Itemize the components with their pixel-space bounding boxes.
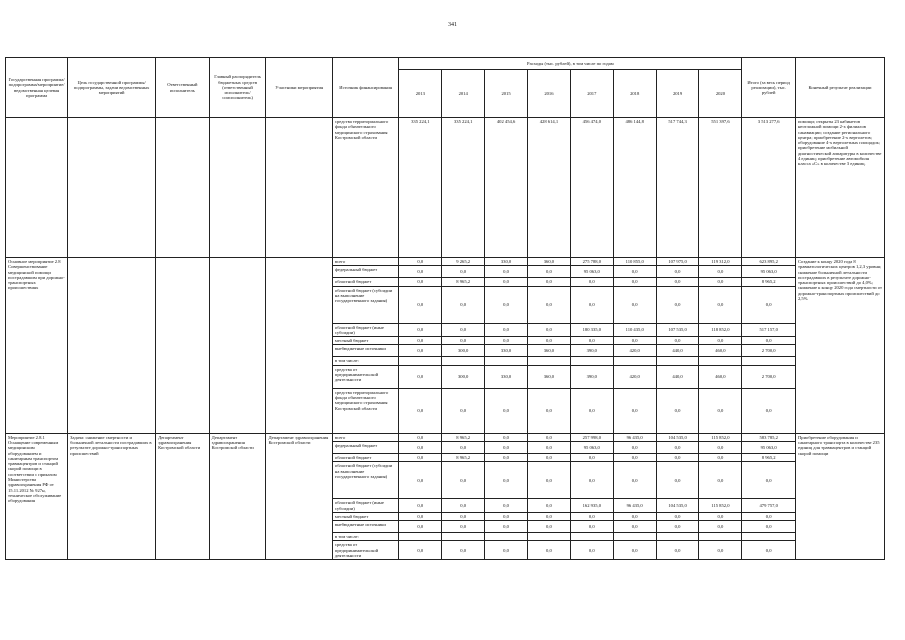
value-cell: 330,0: [485, 365, 528, 388]
value-cell: 0,0: [399, 462, 442, 499]
header-costs: Расходы (тыс. рублей), в том числе по годам: [399, 58, 742, 70]
value-cell: 0,0: [527, 499, 570, 513]
value-cell: 0,0: [527, 266, 570, 278]
value-cell: 0,0: [527, 433, 570, 441]
year-header: 2019: [656, 70, 699, 118]
total-cell: 0,0: [742, 521, 796, 533]
source-cell: всего: [332, 433, 398, 441]
source-cell: областной бюджет: [332, 278, 398, 286]
value-cell: 0,0: [699, 337, 742, 345]
value-cell: 360,0: [527, 345, 570, 357]
value-cell: 428 614,1: [527, 118, 570, 258]
value-cell: 0,0: [399, 541, 442, 560]
total-cell: 0,0: [742, 541, 796, 560]
value-cell: 0,0: [656, 278, 699, 286]
value-cell: 0,0: [656, 337, 699, 345]
value-cell: [527, 357, 570, 365]
value-cell: 551 397,6: [699, 118, 742, 258]
header-goal: Цель государственной программы/подпрограммы, задачи ведомственных мероприятий: [68, 58, 156, 118]
value-cell: [613, 357, 656, 365]
value-cell: 0,0: [399, 365, 442, 388]
value-cell: 0,0: [656, 388, 699, 433]
value-cell: 110 855,0: [613, 258, 656, 266]
value-cell: 420,0: [613, 365, 656, 388]
total-cell: 517 157,0: [742, 323, 796, 337]
value-cell: [656, 533, 699, 541]
total-cell: [742, 357, 796, 365]
value-cell: 0,0: [399, 278, 442, 286]
total-cell: 0,0: [742, 462, 796, 499]
value-cell: 0,0: [699, 521, 742, 533]
value-cell: 0,0: [485, 278, 528, 286]
value-cell: 107 535,0: [656, 323, 699, 337]
value-cell: 0,0: [613, 278, 656, 286]
value-cell: 0,0: [485, 499, 528, 513]
executor-cell: [156, 258, 210, 434]
year-header: 2016: [527, 70, 570, 118]
value-cell: 0,0: [399, 388, 442, 433]
total-cell: 583 785,2: [742, 433, 796, 441]
result-cell: помощи; открыты 23 кабинетов неотложной помощи 2-х филиалов санавиации; создание регионального центра; приобретение 2-х вертолетов; оборудование 4-х вертолетных площадок; приобретение мобильной диагностической аппаратуры в количестве 4 единиц; приобретение автомобиля класса «С» в количестве 3 единиц.: [795, 118, 884, 258]
source-cell: федеральный бюджет: [332, 441, 398, 453]
value-cell: 0,0: [527, 323, 570, 337]
value-cell: 115 852,0: [699, 433, 742, 441]
header-main-manager: Главный распорядитель бюджетных средств (ответственный исполнитель/соисполнитель): [209, 58, 266, 118]
source-cell: средства от предпринимательской деятельности: [332, 365, 398, 388]
value-cell: 8 965,2: [442, 453, 485, 461]
value-cell: 0,0: [485, 512, 528, 520]
source-cell: в том числе:: [332, 533, 398, 541]
value-cell: 9 265,2: [442, 258, 485, 266]
value-cell: 110 435,0: [613, 323, 656, 337]
value-cell: [399, 533, 442, 541]
value-cell: 0,0: [699, 453, 742, 461]
value-cell: 0,0: [570, 453, 613, 461]
value-cell: 456 474,0: [570, 118, 613, 258]
total-cell: 95 063,0: [742, 441, 796, 453]
total-cell: [742, 533, 796, 541]
value-cell: 0,0: [485, 286, 528, 323]
value-cell: 104 535,0: [656, 499, 699, 513]
value-cell: 0,0: [527, 462, 570, 499]
header-source: Источник финансирования: [332, 58, 398, 118]
value-cell: [699, 533, 742, 541]
value-cell: 0,0: [399, 266, 442, 278]
value-cell: 0,0: [613, 462, 656, 499]
value-cell: 0,0: [527, 278, 570, 286]
value-cell: [527, 533, 570, 541]
value-cell: 0,0: [699, 462, 742, 499]
value-cell: 0,0: [442, 441, 485, 453]
value-cell: 0,0: [570, 512, 613, 520]
value-cell: 8 965,2: [442, 433, 485, 441]
value-cell: [570, 533, 613, 541]
source-cell: внебюджетные источники: [332, 345, 398, 357]
value-cell: 0,0: [527, 453, 570, 461]
value-cell: 0,0: [699, 512, 742, 520]
value-cell: [699, 357, 742, 365]
value-cell: 0,0: [485, 433, 528, 441]
result-cell: Создание к концу 2020 года 8 травматологических центров 1,2,3 уровня; снижение больничной летальности пострадавших в результате дорожно-транспортных происшествий до 4,0%; снижение к концу 2020 года смертности от дорожно-транспортных происшествий до 2,5%: [795, 258, 884, 434]
value-cell: [485, 533, 528, 541]
table-row: [6, 433, 885, 441]
value-cell: 118 852,0: [699, 323, 742, 337]
value-cell: 0,0: [656, 266, 699, 278]
total-cell: 95 063,0: [742, 266, 796, 278]
value-cell: [656, 357, 699, 365]
source-cell: областной бюджет: [332, 453, 398, 461]
value-cell: 0,0: [442, 541, 485, 560]
source-cell: областной бюджет (иные субсидии): [332, 499, 398, 513]
total-cell: 0,0: [742, 286, 796, 323]
value-cell: 0,0: [485, 323, 528, 337]
value-cell: 0,0: [399, 323, 442, 337]
executor-cell: Департамент здравоохранения Костромской области: [156, 433, 210, 560]
value-cell: 0,0: [570, 541, 613, 560]
participant-cell: Департамент здравоохранения Костромской области: [266, 433, 332, 560]
value-cell: [570, 357, 613, 365]
value-cell: 0,0: [613, 521, 656, 533]
value-cell: 0,0: [527, 541, 570, 560]
value-cell: 0,0: [570, 462, 613, 499]
value-cell: 0,0: [656, 512, 699, 520]
year-header: 2017: [570, 70, 613, 118]
value-cell: 0,0: [570, 278, 613, 286]
value-cell: 0,0: [485, 521, 528, 533]
source-cell: областной бюджет (иные субсидии): [332, 323, 398, 337]
value-cell: 0,0: [699, 441, 742, 453]
value-cell: 0,0: [699, 278, 742, 286]
total-cell: 2 700,0: [742, 345, 796, 357]
value-cell: 0,0: [613, 541, 656, 560]
goal-cell: [68, 258, 156, 434]
value-cell: 0,0: [613, 512, 656, 520]
value-cell: 0,0: [399, 433, 442, 441]
source-cell: федеральный бюджет: [332, 266, 398, 278]
value-cell: 335 224,1: [442, 118, 485, 258]
value-cell: 0,0: [527, 441, 570, 453]
value-cell: 0,0: [656, 286, 699, 323]
value-cell: 0,0: [485, 453, 528, 461]
value-cell: 517 744,3: [656, 118, 699, 258]
value-cell: 300,0: [442, 365, 485, 388]
value-cell: 0,0: [699, 541, 742, 560]
source-cell: средства территориального фонда обязательного медицинского страхования Костромской области: [332, 118, 398, 258]
total-cell: 479 757,0: [742, 499, 796, 513]
value-cell: 0,0: [570, 521, 613, 533]
year-header: 2015: [485, 70, 528, 118]
value-cell: 95 063,0: [570, 441, 613, 453]
value-cell: 0,0: [485, 441, 528, 453]
value-cell: 0,0: [527, 521, 570, 533]
value-cell: 0,0: [399, 499, 442, 513]
source-cell: всего: [332, 258, 398, 266]
value-cell: 0,0: [613, 286, 656, 323]
year-header: 2020: [699, 70, 742, 118]
source-cell: средства от предпринимательской деятельности: [332, 541, 398, 560]
budget-table: [5, 57, 885, 560]
value-cell: 420,0: [613, 345, 656, 357]
value-cell: 0,0: [699, 266, 742, 278]
goal-cell: Задача: снижение смертности и больничной летальности пострадавших в результате дорожно-транспортных происшествий: [68, 433, 156, 560]
total-cell: 623 895,2: [742, 258, 796, 266]
value-cell: 0,0: [399, 286, 442, 323]
value-cell: 0,0: [570, 388, 613, 433]
value-cell: [442, 533, 485, 541]
manager-cell: Департамент здравоохранения Костромской области: [209, 433, 266, 560]
value-cell: 0,0: [656, 521, 699, 533]
source-cell: внебюджетные источники: [332, 521, 398, 533]
value-cell: 330,0: [485, 345, 528, 357]
header-participant: Участники мероприятия: [266, 58, 332, 118]
value-cell: 96 435,0: [613, 499, 656, 513]
year-header: 2018: [613, 70, 656, 118]
value-cell: 390,0: [570, 365, 613, 388]
value-cell: 0,0: [570, 337, 613, 345]
value-cell: [442, 357, 485, 365]
source-cell: местный бюджет: [332, 512, 398, 520]
total-cell: 0,0: [742, 388, 796, 433]
value-cell: 0,0: [656, 541, 699, 560]
header-total: Итого (за весь период реализации), тыс. рублей: [742, 58, 796, 118]
value-cell: 0,0: [399, 512, 442, 520]
program-cell: Мероприятие 2.8.1 Оснащение современным медицинским оборудованием и санитарным транспортом травмацентров и станций скорой помощи в соответствии с приказом Министерства здравоохранения РФ от 15.11.2012 № 927н, техническое обслуживание оборудования: [6, 433, 68, 560]
source-cell: средства территориального фонда обязательного медицинского страхования Костромской области: [332, 388, 398, 433]
value-cell: 0,0: [442, 388, 485, 433]
result-cell: Приобретение оборудования и санитарного транспорта в количестве 235 единиц для травмацентров и станций скорой помощи: [795, 433, 884, 560]
value-cell: 0,0: [399, 453, 442, 461]
table-row: [6, 118, 885, 258]
value-cell: 360,0: [527, 365, 570, 388]
value-cell: 0,0: [485, 337, 528, 345]
value-cell: 0,0: [699, 286, 742, 323]
value-cell: 0,0: [399, 337, 442, 345]
value-cell: 0,0: [442, 337, 485, 345]
value-cell: 0,0: [656, 453, 699, 461]
header-result: Конечный результат реализации: [795, 58, 884, 118]
value-cell: 0,0: [656, 441, 699, 453]
value-cell: 95 063,0: [570, 266, 613, 278]
value-cell: 107 975,0: [656, 258, 699, 266]
value-cell: 460,0: [699, 365, 742, 388]
year-header: 2013: [399, 70, 442, 118]
value-cell: 0,0: [485, 541, 528, 560]
value-cell: 0,0: [699, 388, 742, 433]
value-cell: 0,0: [527, 286, 570, 323]
table-row: [6, 258, 885, 266]
source-cell: областной бюджет (субсидии на выполнение государственного задания): [332, 462, 398, 499]
value-cell: [613, 533, 656, 541]
value-cell: 115 852,0: [699, 499, 742, 513]
value-cell: 0,0: [527, 388, 570, 433]
value-cell: [485, 357, 528, 365]
value-cell: 0,0: [442, 266, 485, 278]
value-cell: 0,0: [656, 462, 699, 499]
value-cell: 0,0: [613, 441, 656, 453]
value-cell: 96 435,0: [613, 433, 656, 441]
source-cell: областной бюджет (субсидии на выполнение государственного задания): [332, 286, 398, 323]
source-cell: местный бюджет: [332, 337, 398, 345]
value-cell: 0,0: [613, 266, 656, 278]
value-cell: 486 144,8: [613, 118, 656, 258]
value-cell: 460,0: [699, 345, 742, 357]
value-cell: 119 312,0: [699, 258, 742, 266]
value-cell: 0,0: [570, 286, 613, 323]
value-cell: 0,0: [485, 462, 528, 499]
value-cell: 0,0: [442, 521, 485, 533]
value-cell: 0,0: [485, 266, 528, 278]
value-cell: 0,0: [527, 512, 570, 520]
total-cell: 8 965,2: [742, 453, 796, 461]
value-cell: 0,0: [399, 441, 442, 453]
value-cell: 360,0: [527, 258, 570, 266]
value-cell: 257 998,0: [570, 433, 613, 441]
total-cell: 2 700,0: [742, 365, 796, 388]
value-cell: 0,0: [399, 521, 442, 533]
total-cell: 3 513 277,6: [742, 118, 796, 258]
value-cell: 402 454,6: [485, 118, 528, 258]
value-cell: 104 535,0: [656, 433, 699, 441]
value-cell: 275 788,0: [570, 258, 613, 266]
value-cell: 0,0: [442, 499, 485, 513]
value-cell: 0,0: [399, 345, 442, 357]
value-cell: 0,0: [613, 388, 656, 433]
header-program: Государственная программа/подпрограмма/мероприятие/ведомственная целевая программа: [6, 58, 68, 118]
value-cell: 0,0: [442, 462, 485, 499]
manager-cell: [209, 258, 266, 434]
year-header: 2014: [442, 70, 485, 118]
value-cell: 0,0: [527, 337, 570, 345]
value-cell: 0,0: [442, 512, 485, 520]
value-cell: [399, 357, 442, 365]
value-cell: 330,0: [485, 258, 528, 266]
value-cell: 180 335,0: [570, 323, 613, 337]
total-cell: 8 965,2: [742, 278, 796, 286]
value-cell: 0,0: [442, 286, 485, 323]
total-cell: 0,0: [742, 337, 796, 345]
value-cell: 300,0: [442, 345, 485, 357]
value-cell: 0,0: [613, 337, 656, 345]
value-cell: 440,0: [656, 345, 699, 357]
value-cell: 335 224,1: [399, 118, 442, 258]
value-cell: 440,0: [656, 365, 699, 388]
program-cell: Основное мероприятие 2.8 Совершенствование медицинской помощи пострадавшим при дорожно-транспортных происшествиях: [6, 258, 68, 434]
value-cell: 0,0: [442, 323, 485, 337]
total-cell: 0,0: [742, 512, 796, 520]
value-cell: 0,0: [613, 453, 656, 461]
value-cell: 8 965,2: [442, 278, 485, 286]
value-cell: 0,0: [399, 258, 442, 266]
page-number: 341: [448, 22, 457, 28]
source-cell: в том числе:: [332, 357, 398, 365]
value-cell: 0,0: [485, 388, 528, 433]
participant-cell: [266, 258, 332, 434]
value-cell: 162 935,0: [570, 499, 613, 513]
value-cell: 390,0: [570, 345, 613, 357]
header-executor: Ответственный исполнитель: [156, 58, 210, 118]
